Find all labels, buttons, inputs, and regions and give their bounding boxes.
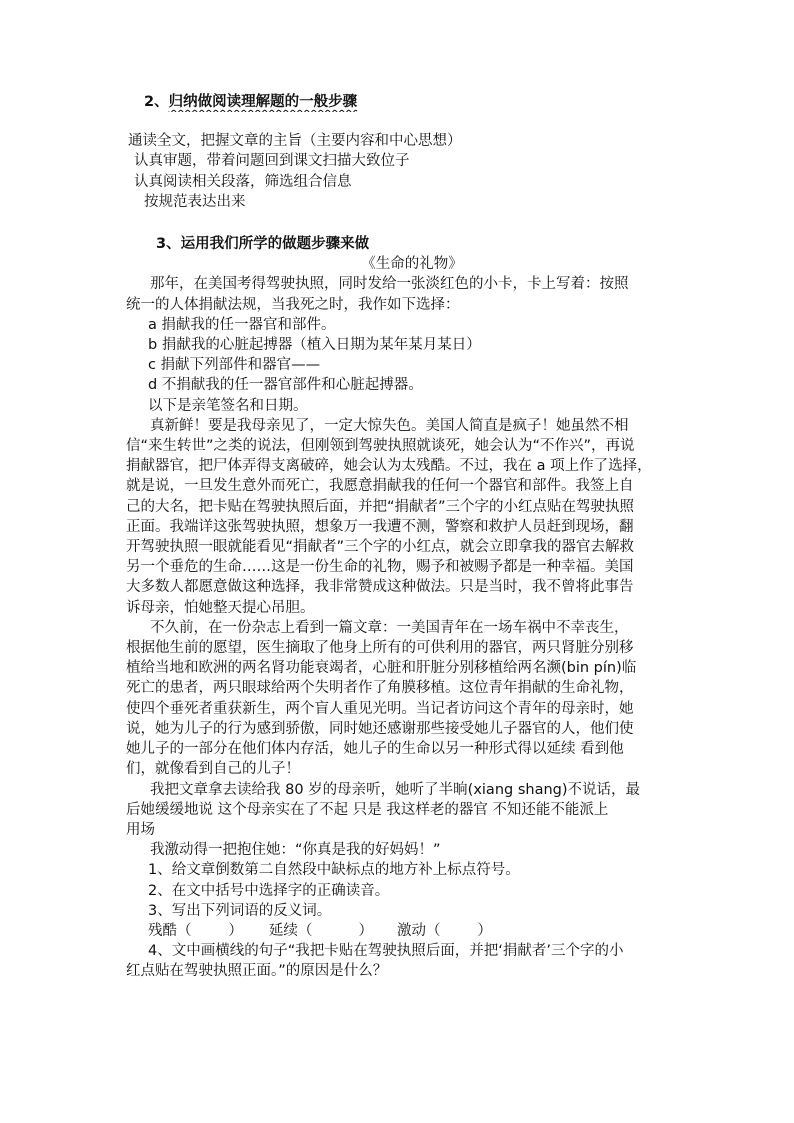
text-line: 就是说，一旦发生意外而死亡，我愿意捐献我的任何一个器官和部件。我签上自 [126,478,634,495]
step-2: 认真审题，带着问题回到课文扫描大致位子 [134,153,410,170]
text-line: 后她缓缓地说 这个母亲实在了不起 只是 我这样老的器官 不知还能不能派上 [126,801,609,818]
question-3: 3、写出下列词语的反义词。 [148,902,332,919]
paragraph-5: 我激动得一把抱住她：“你真是我的好妈妈！” [150,842,441,859]
antonym-blank[interactable]: （ ） [177,922,243,939]
document-content [126,92,684,982]
question-4-line-2: 红点贴在驾驶执照正面。”的原因是什么？ [126,963,388,980]
antonym-word: 延续 [268,922,298,939]
antonym-word: 激动 [396,922,426,939]
text-line: 另一个垂危的生命……这是一份生命的礼物，赐予和被赐予都是一种幸福。美国 [126,559,634,576]
paragraph-1 [126,274,684,314]
text-line: 那年，在美国考得驾驶执照，同时发给一张淡红色的小卡，卡上写着：按照 [150,276,629,293]
heading-text: 运用我们所学的做题步骤来做 [180,236,370,253]
paragraph-2 [126,416,684,618]
antonym-blank[interactable]: （ ） [297,922,373,939]
paragraph-3 [126,618,684,780]
step-3: 认真阅读相关段落，筛选组合信息 [134,173,352,190]
option-a: a 捐献我的任一器官和部件。 [148,316,336,333]
text-line: 诉母亲，怕她整天提心吊胆。 [126,599,315,616]
text-line: 用场 [126,821,155,838]
text-line: 她儿子的一部分在他们体内存活，她儿子的生命以另一种形式得以延续 看到他 [126,741,624,758]
section-heading-2 [144,92,684,112]
text-line: 植给当地和欧洲的两名肾功能衰竭者，心脏和肝脏分别移植给两名濒(bin pín)临 [126,660,637,677]
text-line: 大多数人都愿意做这种选择，我非常赞成这种做法。只是当时，我不曾将此事告 [126,579,634,596]
signature-note: 以下是亲笔签名和日期。 [148,397,308,414]
text-line: 根据他生前的愿望，医生摘取了他身上所有的可供利用的器官，两只肾脏分别移 [126,640,634,657]
paragraph-4 [126,780,684,841]
text-line: 正面。我端详这张驾驶执照，想象万一我遭不测，警察和救护人员赶到现场，翻 [126,518,634,535]
heading-text: 归纳做阅读理解题的一般步骤 [168,94,358,110]
step-1: 通读全文，把握文章的主旨（主要内容和中心思想） [128,133,462,150]
heading-number: 2、 [144,94,169,110]
text-line: 己的大名，把卡贴在驾驶执照后面，并把“捐献者”三个字的小红点贴在驾驶执照 [126,498,635,515]
text-line: 信“来生转世”之类的说法，但刚领到驾驶执照就谈死，她会认为“不作兴”，再说 [126,438,635,455]
option-b: b 捐献我的心脏起搏器（植入日期为某年某月某日） [148,337,481,354]
text-line: 们，就像看到自己的儿子！ [126,761,300,778]
text-line: 说，她为儿子的行为感到骄傲，同时她还感谢那些接受她儿子器官的人，他们使 [126,720,634,737]
option-c: c 捐献下列部件和器官—— [148,357,321,374]
text-line: 捐献器官，把尸体弄得支离破碎，她会认为太残酷。不过，我在 a 项上作了选择， [126,458,652,475]
antonym-row [148,921,684,941]
question-1: 1、给文章倒数第二自然段中缺标点的地方补上标点符号。 [148,862,520,879]
text-line: 开驾驶执照一眼就能看见“捐献者”三个字的小红点，就会立即拿我的器官去解救 [126,539,635,556]
heading-number: 3、 [156,236,181,253]
text-line: 使四个垂死者重获新生，两个盲人重见光明。当记者访问这个青年的母亲时，她 [126,700,634,717]
question-4-line-1: 4、文中画横线的句子“我把卡贴在驾驶执照后面，并把‘捐献者’三个字的小 [148,943,624,960]
article-title: 《生命的礼物》 [361,256,463,273]
antonym-word: 残酷 [148,922,177,939]
question-2: 2、在文中括号中选择字的正确读音。 [148,882,390,899]
text-line: 真新鲜！要是我母亲见了，一定大惊失色。美国人简直是疯子！她虽然不相 [150,417,629,434]
text-line: 不久前，在一份杂志上看到一篇文章：一美国青年在一场车祸中不幸丧生， [150,619,629,636]
antonym-blank[interactable]: （ ） [425,922,492,939]
text-line: 我把文章拿去读给我 80 岁的母亲听，她听了半晌(xiang shang)不说话，最 [150,781,641,798]
option-d: d 不捐献我的任一器官部件和心脏起搏器。 [148,377,423,394]
step-4: 按规范表达出来 [144,193,246,210]
text-line: 死亡的患者，两只眼球给两个失明者作了角膜移植。这位青年捐献的生命礼物， [126,680,634,697]
question-list [126,860,684,981]
text-line: 统一的人体捐献法规，当我死之时，我作如下选择： [126,296,460,313]
section-heading-3 [156,234,684,254]
option-list [126,315,684,416]
